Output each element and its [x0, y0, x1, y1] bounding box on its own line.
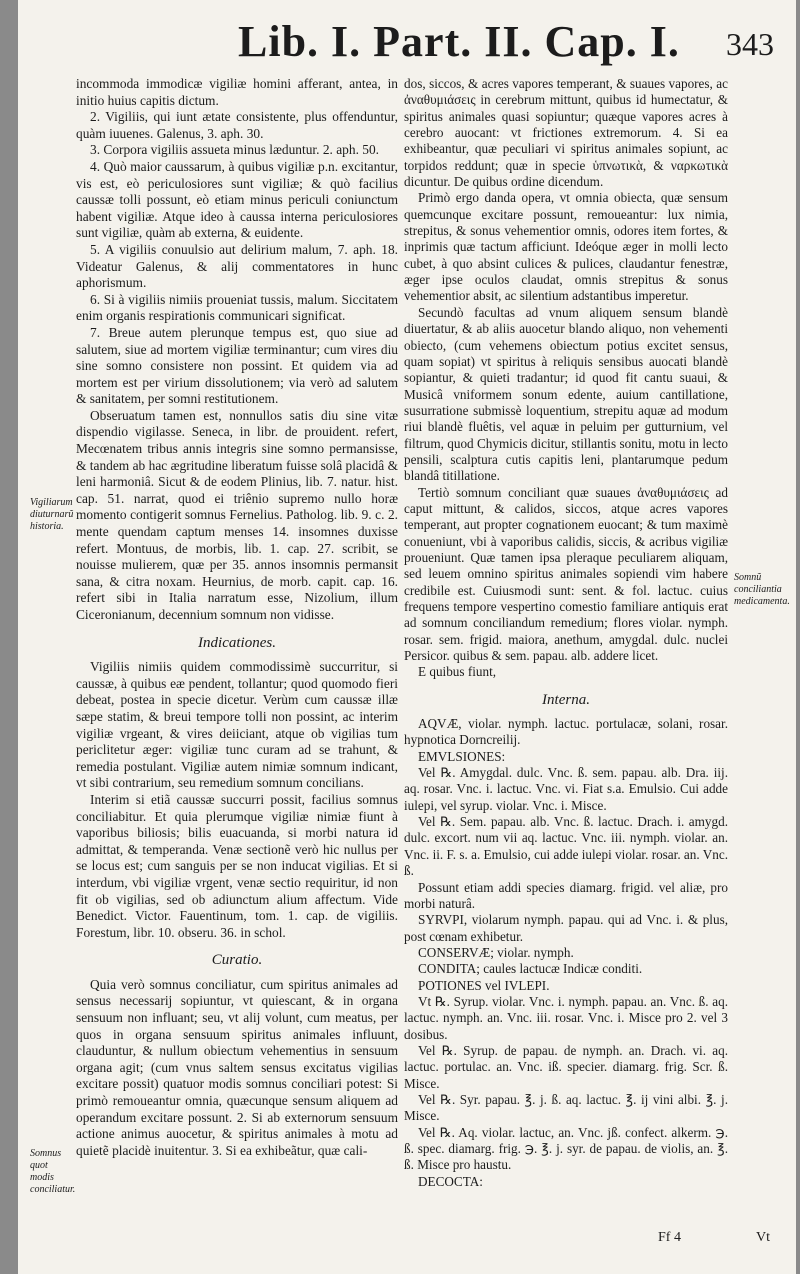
catchword: Vt: [756, 1230, 770, 1245]
paragraph: Vt ℞. Syrup. violar. Vnc. i. nymph. papau. an. Vnc. ß. aq. lactuc. nymph. an. Vnc. iii. rosar. Vnc. i. Misce pro 2. vel 3 dosibus.: [404, 993, 728, 1042]
margin-note-somnus-quot-modis: Somnus quot modis conciliatur.: [30, 1148, 76, 1195]
paragraph: 6. Si à vigiliis nimiis proueniat tussis, malum. Siccitatem enim organis respirationis communicari significat.: [76, 291, 398, 324]
paragraph: Quia verò somnus conciliatur, cum spiritus animales ad sensus necessarij sopiuntur, vt quiescant, & in organa sensuum non influant; seu, vt alij volunt, cum meatus, per quos in organa sensuum spiritus animales influunt, clauduntur, & nullum obiectum vehementius in sensuum organa agit; (cum vnus saltem sensus excitatus vigilias excitare possit) quatuor modis somnus conciliari potest: Si primò remoueantur omnia, quæcunque sensum aliquem ad operandum excitare possunt. 2. Si ab externorum sensuum actione animus auocetur, & spiritus animales à motu ad quietẽ placidè inuitentur. 3. Si ea exhibeãtur, quæ cali-: [76, 976, 398, 1158]
paragraph: dos, siccos, & acres vapores temperant, & suaues vapores, ac ἀναθυμιάσεις in cerebrum mittunt, quibus id humectatur, & spiritus animales quasi sopiuntur; quæque vapores acres à cerebro auocant: vt frictiones extremorum. 4. Si ea exhibeantur, quæ peculiari vi spiritus animales sopiunt, ac torpidos reddunt; quæ in specie ὑπνωτικὰ, & ναρκωτικὰ dicuntur. De quibus ordine dicendum.: [404, 76, 728, 190]
paragraph: Primò ergo danda opera, vt omnia obiecta, quæ sensum quemcunque excitare possunt, remoueantur: lux nimia, strepitus, & sonus vehementior omnis, odores item fortes, & inprimis quæ tactum afficiunt. Ideóque æger in molli lecto cubet, à quo absint culices & pulices, claudantur fenestræ, æger ipse oculos claudat, omnis strepitus & sonus vehementior absit, ac silentium adstantibus imperetur.: [404, 190, 728, 304]
paragraph: Interim si etiã caussæ succurri possit, facilius somnus conciliabitur. Et quia plerumque vigiliæ nimiæ fiunt à vaporibus biliosis; bilis euacuanda, si morbi natura id admittat, & temperanda. Venæ sectionẽ verò hic nullus per se locus est; cum sanguis per se non inducat vigilias. Et si interdum, vbi vigiliæ vrgent, venæ sectio requiritur, id non fit ob vigilias, sed ob adiunctum alium affectum. Vide Benedict. Victor. Fauentinum, tom. 1. cap. de vigiliis. Forestum, libr. 10. obseru. 36. in schol.: [76, 791, 398, 940]
right-column: [404, 76, 728, 1190]
paragraph: DECOCTA:: [418, 1173, 483, 1189]
margin-note-somnum-conciliantia: Somnũ conciliantia medicamenta.: [734, 572, 790, 607]
page-number: 343: [726, 26, 774, 62]
paragraph: Vel ℞. Aq. violar. lactuc, an. Vnc. jß. confect. alkerm. ℈. ß. spec. diamarg. frig. ℈. ℥. j. syr. de papau. de violis, an. ℥. ß. Misce pro haustu.: [404, 1124, 728, 1173]
section-heading: Indicationes.: [198, 634, 276, 651]
paragraph: Vel ℞. Amygdal. dulc. Vnc. ß. sem. papau. alb. Dra. iij. aq. rosar. Vnc. i. lactuc. Vnc. vi. Fiat s.a. Emulsio. Cui adde iulepi, vel syrup. violar. Vnc. i. Misce.: [404, 765, 728, 813]
paragraph: Tertiò somnum conciliant quæ suaues ἀναθυμιάσεις ad caput mittunt, & calidos, siccos, atque acres vapores temperant, aut propter cognationem euocant; & tum maximè conueniunt, vbi à vaporibus calidis, siccis, & acribus vigiliæ proueniunt. Quæ tamen ipsa pleraque peculiarem aliquam, sed leuem omnino spiritus animales sopiendi vim habere credibile est. Cuiusmodi sunt: sent. & fol. lactuc. cuius frequens tempore vespertino comestio familiare antiquis erat ad somnum conciliandum remedium; flores violar. nymph. rosar. sem. frigid. maiora, anethum, amygdal. dulc. nuclei Persicor. quibus & sem. papau. alb. addere licet.: [404, 484, 728, 664]
paragraph: 2. Vigiliis, qui iunt ætate consistente, plus offenduntur, quàm iuuenes. Galenus, 3. aph. 30.: [76, 109, 398, 141]
running-header: [18, 16, 796, 72]
paragraph: POTIONES vel IVLEPI.: [418, 977, 550, 993]
paragraph: 5. A vigiliis conuulsio aut delirium malum, 7. aph. 18. Videatur Galenus, & alij commentatores in hunc aphorismum.: [76, 241, 398, 291]
paragraph: AQVÆ, violar. nymph. lactuc. portulacæ, solani, rosar. hypnotica Dorncreilij.: [404, 716, 728, 748]
paragraph: 7. Breue autem plerunque tempus est, quo siue ad salutem, siue ad mortem vigiliæ terminantur; cum vires diu sine somno consistere non possint. Et quidem via ad mortem est per virium dissolutionem; via verò ad salutem & sanitatem, per somni restitutionem.: [76, 324, 398, 407]
paragraph: incommoda immodicæ vigiliæ homini afferant, antea, in initio huius capitis dictum.: [76, 76, 398, 108]
paragraph: Possunt etiam addi species diamarg. frigid. vel aliæ, pro morbi naturâ.: [404, 879, 728, 911]
paragraph: E quibus fiunt,: [418, 664, 497, 680]
paragraph: Vigiliis nimiis quidem commodissimè succurritur, si caussæ, à quibus eæ pendent, tollantur; quod quomodo fieri debeat, postea in specie dicetur. Verùm cum caussæ illæ sæpe statim, & breui tempore tolli non possint, ac interim vigiliæ vrgeant, & vires deiiciant, atque ob vigilias tum periclitetur æger: vigiliæ tunc curam ad se trahunt, & remedia postulant. Vigiliæ autem nimiæ somnum indicant, vt sibi contrarium, seu remedium somnum concilians.: [76, 659, 398, 791]
paragraph: Secundò facultas ad vnum aliquem sensum blandè diuertatur, & ab aliis auocetur blando aliquo, non vehementi obiecto, (cum vehemens obiectum potius excitet sensus, quam sopiat) vt spiritus à reliquis sensibus auocati blandè sopiantur, & quieti tradantur; id quod fit cantu suaui, & Musicâ vniformem sonum edente, auium cantillatione, susurratione submissè loquentium, strepitu aquæ ad modum riui blandè fluêtis, vel aquæ in peluim per gutturnium, vel filtrum, quod Chymicis dicitur, stillantis sonitu, motu in lecto pensili, scalptura cutis capitis leni, plantarumque pedum blandâ titillatione.: [404, 304, 728, 484]
paragraph: EMVLSIONES:: [418, 748, 506, 764]
paragraph: CONSERVÆ; violar. nymph.: [418, 944, 574, 960]
paragraph: Vel ℞. Syrup. de papau. de nymph. an. Drach. vi. aq. lactuc. portulac. an. Vnc. iß. specier. diamarg. frig. Scr. ß. Misce.: [404, 1042, 728, 1091]
margin-note-vigiliarum: Vigiliarum diuturnarũ historia.: [30, 497, 74, 532]
paragraph: SYRVPI, violarum nymph. papau. qui ad Vnc. i. & plus, post cœnam exhibetur.: [404, 912, 728, 944]
paragraph: Vel ℞. Syr. papau. ℥. j. ß. aq. lactuc. ℥. ij vini albi. ℥. j. Misce.: [404, 1091, 728, 1124]
running-title: Lib. I. Part. II. Cap. I.: [238, 17, 680, 66]
paragraph: Vel ℞. Sem. papau. alb. Vnc. ß. lactuc. Drach. i. amygd. dulc. excort. num vii aq. lactuc. Vnc. iii. nymph. violar. an. Vnc. ii. F. s. a. Emulsio, cui adde iulepi violar. rosar. an. Vnc. ß.: [404, 814, 728, 879]
book-page: [18, 0, 796, 1274]
paragraph: Obseruatum tamen est, nonnullos satis diu sine vitæ dispendio vigilasse. Seneca, in libr. de prouident. refert, Mecœnatem tribus annis integris sine somno permansisse, & tandem ab hac ægritudine liberatum fuisse solâ placidâ & leni harmoniâ. Sicut & de eodem Plinius, lib. 7. natur. hist. cap. 51. narrat, quod ei triênio supremo nullo horæ momento contigerit somnus Fernelius. Patholog. lib. 9. c. 2. mente quendam captum menses 14. insomnes duxisse refert. Montuus, de morbis, lib. 1. cap. 27. scribit, se nouisse mulierem, quæ per 35. annos insomnis permansit sana, & citra noxam. Heurnius, de morb. capit. cap. 16. refert sibi in Italia narratum esse, Nizolium, illum Ciceronianum, decennium somnum non vidisse.: [76, 407, 398, 622]
paragraph: 4. Quò maior caussarum, à quibus vigiliæ p.n. excitantur, vis est, eò periculosiores sunt vigiliæ; & quò facilius caussæ tolli possunt, eò etiam minus periculi coniunctum habent vigiliæ. Atque ideo à caussa interna periculosiores sunt vigiliæ, quàm ab externa, & euidente.: [76, 158, 398, 241]
section-heading: Interna.: [542, 691, 590, 708]
signature-mark: Ff 4: [658, 1230, 681, 1245]
section-heading: Curatio.: [211, 952, 263, 969]
paragraph: CONDITA; caules lactucæ Indicæ conditi.: [418, 961, 643, 977]
paragraph: 3. Corpora vigiliis assueta minus læduntur. 2. aph. 50.: [90, 142, 379, 158]
left-column: [76, 76, 398, 1159]
